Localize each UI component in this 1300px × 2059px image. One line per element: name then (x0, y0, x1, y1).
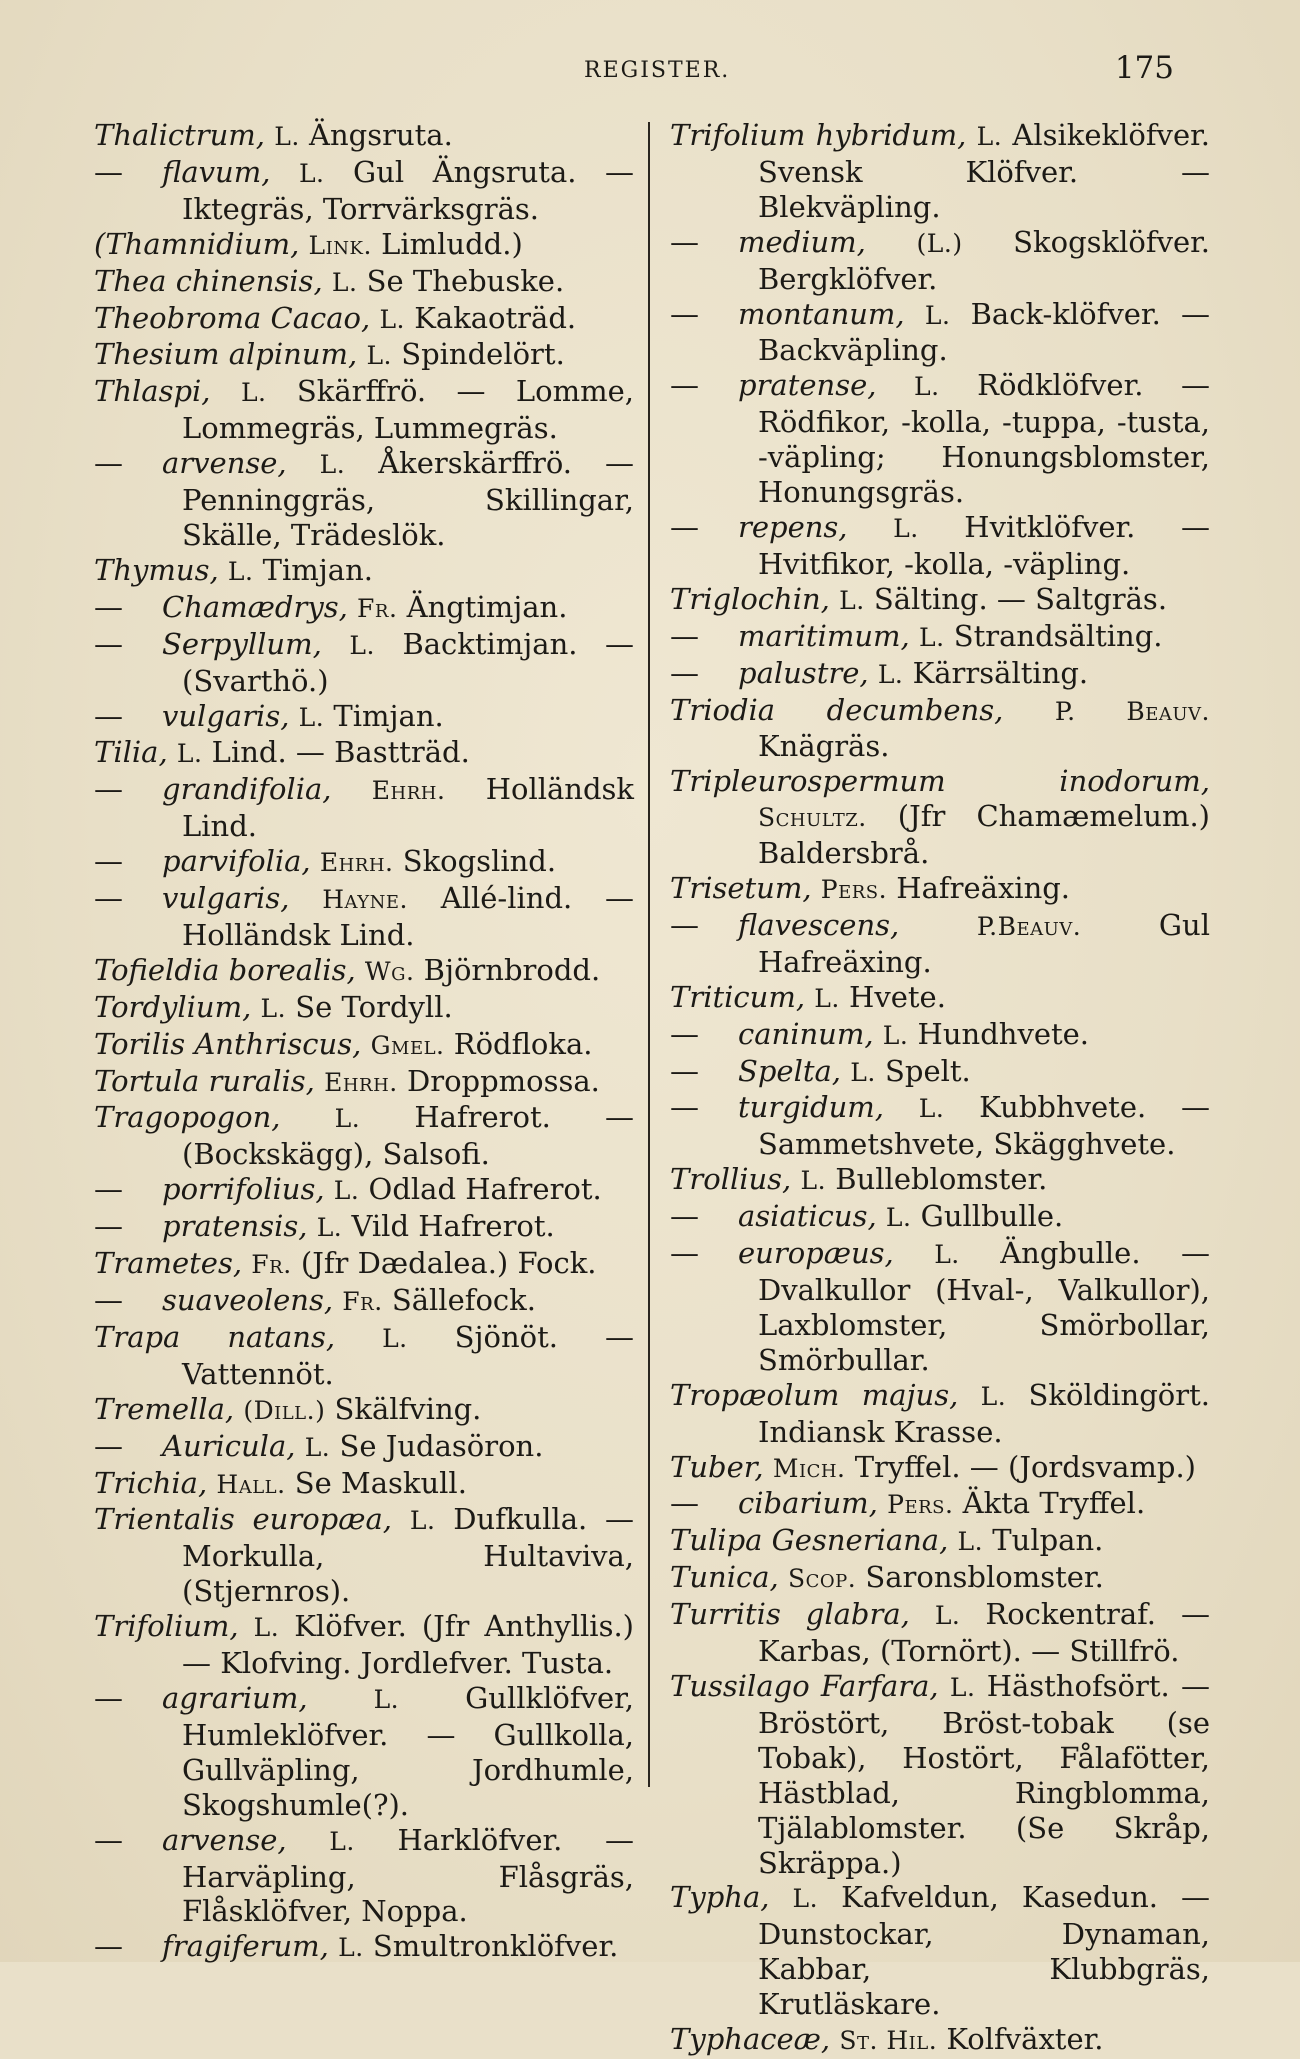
entry-name: Trapa natans, (94, 1319, 336, 1354)
entry-name: palustre, (738, 655, 869, 690)
register-entry (94, 1100, 634, 1172)
entry-author: L. (957, 1527, 984, 1557)
register-entry (670, 1199, 1210, 1236)
entry-author: L. (298, 158, 325, 188)
entry-name: Auricula, (162, 1428, 296, 1463)
register-entry (94, 553, 634, 590)
entry-name: Tuber, (670, 1449, 764, 1484)
entry-author: P.Beauv. (976, 911, 1082, 941)
entry-name: Trifolium hybridum, (670, 118, 967, 152)
entry-author: Hayne. (322, 885, 408, 915)
register-entry (94, 1429, 634, 1466)
entry-name: Triodia decumbens, (670, 692, 1004, 727)
register-entry (670, 1090, 1210, 1162)
register-entry (94, 337, 634, 374)
entry-author: L. (316, 1213, 343, 1243)
entry-text: Gullklöfver, Humleklöfver. — Gullkolla, Gullväpling, Jordhumle, Skogshumle(?). (182, 1680, 635, 1822)
entry-text: Kolfväxter. (937, 2022, 1104, 2057)
entry-name: Tropæolum majus, (670, 1377, 959, 1412)
entry-author: L. (331, 267, 358, 297)
entry-author: Link. (308, 230, 372, 260)
right-column (670, 118, 1210, 2059)
entry-name: arvense, (162, 446, 287, 481)
register-entry (94, 264, 634, 301)
entry-text: Droppmossa. (397, 1063, 600, 1098)
entry-dash: — (94, 1172, 123, 1207)
register-entry (670, 510, 1210, 582)
register-entry (670, 582, 1210, 619)
entry-dash: — (670, 1053, 699, 1088)
entry-text: Gul Hafreäxing. (758, 907, 1211, 979)
entry-dash: — (94, 698, 123, 733)
entry-name: suaveolens, (162, 1283, 334, 1317)
register-entry (94, 155, 634, 227)
register-entry (94, 953, 634, 990)
entry-text: Allé-lind. — Holländsk Lind. (182, 881, 634, 952)
entry-text: Knägräs. (758, 729, 890, 764)
entry-text: Backtimjan. — (Svarthö.) (182, 626, 634, 698)
entry-name: Tofieldia borealis, (94, 952, 356, 987)
entry-author: Fr. (251, 1250, 292, 1280)
entry-text: Hafreäxing. (887, 871, 1071, 906)
register-entry (670, 297, 1210, 369)
entry-author: L. (850, 1057, 876, 1087)
entry-dash: — (94, 1209, 123, 1244)
entry-name: repens, (738, 509, 848, 544)
entry-author: L. (918, 1094, 945, 1124)
entry-name: caninum, (738, 1016, 874, 1051)
register-entry (94, 881, 634, 953)
entry-name: Trametes, (94, 1246, 243, 1281)
entry-text: Se Tordyll. (286, 989, 453, 1024)
entry-text: Dufkulla. — Morkulla, Hultaviva, (Stjernros). (182, 1502, 635, 1609)
entry-text: Smultronklöfver. (363, 1929, 619, 1964)
entry-text: Odlad Hafrerot. (359, 1172, 602, 1207)
entry-name: Tunica, (670, 1560, 779, 1595)
register-entry (670, 1523, 1210, 1560)
entry-name: Typha, (670, 1880, 770, 1915)
entry-author: L. (877, 659, 904, 689)
entry-text: Rödfloka. (444, 1026, 593, 1061)
entry-dash: — (670, 509, 699, 544)
register-entry (94, 118, 634, 155)
entry-name: turgidum, (738, 1090, 884, 1125)
entry-text: Ängtimjan. (397, 589, 568, 624)
register-entry (670, 118, 1210, 225)
entry-name: Chamædrys, (162, 589, 348, 624)
entry-text: Ängsruta. (299, 118, 453, 152)
register-entry (94, 1027, 634, 1064)
entry-author: L. (334, 1104, 361, 1134)
left-column (94, 118, 634, 1966)
register-entry (94, 1502, 634, 1609)
entry-text: Se Thebuske. (357, 263, 565, 298)
register-entry (94, 1929, 634, 1966)
entry-name: europæus, (738, 1236, 894, 1271)
entry-name: Thlaspi, (94, 374, 211, 409)
entry-name: Thesium alpinum, (94, 337, 358, 372)
register-entry (94, 1246, 634, 1283)
register-entry (94, 1466, 634, 1503)
entry-text: Limludd.) (371, 226, 523, 261)
entry-text: Kubbhvete. — Sammetshvete, Skägghvete. (758, 1090, 1210, 1162)
register-entry (94, 627, 634, 699)
entry-author: L. (918, 622, 945, 652)
register-entry (94, 1823, 634, 1930)
entry-author: L. (934, 1601, 961, 1631)
register-entry (670, 1597, 1210, 1669)
register-entry (670, 1378, 1210, 1450)
register-entry (670, 1450, 1210, 1487)
entry-dash: — (94, 589, 123, 624)
entry-author: Pers. (820, 875, 888, 905)
entry-author: L. (274, 122, 300, 151)
entry-text: Kärrsälting. (903, 655, 1089, 690)
entry-dash: — (94, 626, 123, 661)
entry-name: Trisetum, (670, 871, 812, 906)
entry-name: Torilis Anthriscus, (94, 1026, 362, 1061)
entry-name: porrifolius, (162, 1172, 325, 1207)
entry-text: Tulpan. (983, 1523, 1104, 1558)
entry-text: Rockentraf. — Karbas, (Tornört). — Stillfrö. (758, 1597, 1210, 1669)
entry-text: Harklöfver. — Harväpling, Flåsgräs, Flåsklöfver, Noppa. (182, 1822, 634, 1929)
entry-dash: — (670, 655, 699, 690)
register-entry (670, 980, 1210, 1017)
entry-text: Alsikeklöfver. Svensk Klöfver. — Blekväpling. (758, 118, 1211, 224)
entry-dash: — (670, 1090, 699, 1125)
entry-text: Se Judasöron. (330, 1428, 544, 1463)
entry-text: (Jfr Chamæmelum.) Baldersbrå. (758, 799, 1210, 871)
entry-dash: — (670, 1486, 699, 1521)
entry-author: L. (976, 122, 1003, 151)
entry-text: Lind. — Bastträd. (202, 735, 470, 770)
entry-name: Thalictrum, (94, 118, 266, 152)
entry-author: L. (349, 630, 375, 660)
entry-author: L. (379, 304, 406, 334)
entry-dash: — (94, 446, 123, 481)
entry-name: maritimum, (738, 618, 910, 653)
entry-dash: — (94, 881, 123, 916)
entry-text: Björnbrodd. (414, 952, 601, 987)
entry-name: arvense, (162, 1822, 287, 1857)
entry-text: Gullbulle. (911, 1199, 1064, 1234)
register-entry (670, 1486, 1210, 1523)
entry-text: Skogslind. (393, 844, 557, 879)
entry-text: Hvete. (839, 979, 946, 1014)
entry-author: Ehrh. (371, 776, 446, 806)
register-entry (94, 1392, 634, 1429)
register-entry (670, 693, 1210, 765)
entry-author: Gmel. (370, 1030, 445, 1060)
entry-author: L. (882, 1020, 909, 1050)
entry-author: Ehrh. (324, 1067, 398, 1097)
entry-name: Trichia, (94, 1465, 208, 1500)
entry-author: Fr. (342, 1287, 383, 1316)
entry-author: L. (885, 1203, 912, 1233)
entry-name: Tripleurospermum inodorum, (670, 764, 1210, 799)
entry-text: Back-klöfver. — Backväpling. (758, 296, 1211, 368)
entry-name: pratensis, (162, 1209, 308, 1244)
entry-text: Tryffel. — (Jordsvamp.) (845, 1449, 1196, 1484)
running-header (0, 48, 1300, 88)
entry-name: Typhaceæ, (670, 2022, 831, 2057)
register-entry (94, 227, 634, 264)
entry-text: Vild Hafrerot. (342, 1209, 555, 1244)
entry-dash: — (94, 772, 123, 807)
entry-text: Skärffrö. — Lomme, Lommegräs, Lummegräs. (182, 374, 635, 446)
register-entry (670, 1669, 1210, 1880)
entry-text: Kakaoträd. (405, 300, 577, 335)
entry-text: Sköldingört. Indiansk Krasse. (758, 1377, 1210, 1449)
entry-text: Hvitklöfver. — Hvitfikor, -kolla, -väpling. (758, 509, 1210, 581)
entry-dash: — (670, 1236, 699, 1271)
entry-author: Wg. (364, 956, 415, 986)
entry-author: St. Hil. (839, 2026, 938, 2056)
entry-author: L. (914, 372, 940, 402)
entry-name: montanum, (738, 296, 905, 331)
entry-name: flavum, (162, 154, 271, 189)
entry-name: Tilia, (94, 735, 168, 770)
entry-text: Sälting. — Saltgräs. (864, 581, 1168, 616)
entry-dash: — (670, 296, 699, 331)
register-entry (94, 1681, 634, 1823)
entry-dash: — (670, 224, 699, 259)
entry-author: L. (949, 1672, 976, 1702)
register-entry (94, 374, 634, 446)
entry-text: Spindelört. (392, 337, 565, 372)
column-divider (648, 122, 650, 1787)
entry-name: Triglochin, (670, 581, 830, 616)
entry-name: Trollius, (670, 1162, 792, 1197)
entry-author: Pers. (887, 1490, 954, 1520)
entry-author: L. (924, 300, 951, 330)
entry-dash: — (94, 1822, 123, 1857)
entry-text: (Jfr Dædalea.) Fock. (291, 1246, 597, 1281)
entry-author: (L.) (916, 228, 963, 258)
entry-name: Tragopogon, (94, 1100, 281, 1135)
register-entry (94, 590, 634, 627)
entry-name: Tussilago Farfara, (670, 1668, 939, 1703)
register-entry (94, 1283, 634, 1320)
entry-author: L. (333, 1176, 360, 1206)
entry-author: Schultz. (758, 803, 867, 833)
entry-text: Ängbulle. — Dvalkullor (Hval-, Valkullor), Laxblomster, Smörbollar, Smörbullar. (758, 1236, 1210, 1377)
entry-text: Bulleblomster. (826, 1162, 1048, 1197)
entry-dash: — (670, 1016, 699, 1051)
register-entry (94, 301, 634, 338)
entry-text: Hundhvete. (908, 1016, 1090, 1051)
entry-author: L. (304, 1432, 331, 1462)
entry-author: Mich. (772, 1453, 846, 1483)
entry-dash: — (94, 844, 123, 879)
register-entry (670, 1162, 1210, 1199)
entry-author: L. (382, 1323, 408, 1353)
register-entry (670, 1560, 1210, 1597)
entry-text: Spelt. (875, 1053, 971, 1088)
entry-author: L. (409, 1506, 436, 1536)
entry-dash: — (94, 154, 123, 189)
entry-name: Trientalis europæa, (94, 1502, 393, 1537)
entry-name: grandifolia, (162, 772, 332, 807)
register-entry (670, 871, 1210, 908)
entry-name: Trifolium, (94, 1609, 239, 1644)
entry-text: Se Maskull. (285, 1465, 467, 1500)
entry-author: L. (298, 702, 325, 732)
register-entry (94, 1609, 634, 1681)
entry-name: pratense, (738, 368, 877, 403)
entry-name: Serpyllum, (162, 626, 322, 661)
register-entry (670, 619, 1210, 656)
register-entry (94, 446, 634, 553)
entry-author: L. (980, 1381, 1007, 1411)
entry-author: L. (934, 1240, 960, 1270)
entry-name: medium, (738, 224, 866, 259)
register-entry (94, 1172, 634, 1209)
entry-dash: — (670, 368, 699, 403)
register-entry (670, 656, 1210, 693)
entry-author: Fr. (357, 593, 398, 623)
entry-text: Timjan. (324, 698, 444, 733)
register-entry (94, 1064, 634, 1101)
entry-text: Skälfving. (325, 1391, 482, 1426)
entry-name: Tremella, (94, 1391, 235, 1426)
entry-name: Tulipa Gesneriana, (670, 1523, 949, 1558)
entry-author: L. (814, 983, 840, 1013)
register-entry (94, 699, 634, 736)
entry-author: L. (839, 585, 865, 615)
entry-text: Kafveldun, Kasedun. — Dunstockar, Dynaman, Kabbar, Klubbgräs, Krutläskare. (758, 1880, 1211, 2022)
entry-text: Klöfver. (Jfr Anthyllis.) — Klofving. Jordlefver. Tusta. (182, 1609, 634, 1681)
header-title: REGISTER. (584, 58, 731, 83)
entry-text: Strandsälting. (944, 618, 1163, 653)
register-entry (670, 368, 1210, 510)
register-entry (670, 764, 1210, 871)
entry-author: L. (253, 1613, 280, 1643)
entry-author: L. (176, 739, 203, 769)
entry-dash: — (94, 1428, 123, 1463)
entry-author: Ehrh. (319, 848, 394, 878)
entry-dash: — (94, 1929, 123, 1964)
entry-text: Hafrerot. — (Bockskägg), Salsofi. (182, 1100, 635, 1172)
entry-author: Scop. (787, 1564, 857, 1594)
entry-text: Holländsk Lind. (182, 772, 634, 844)
entry-name: Turritis glabra, (670, 1597, 910, 1632)
entry-name: Thea chinensis, (94, 263, 323, 298)
entry-name: Thymus, (94, 552, 219, 587)
entry-text: Åkerskärffrö. — Penninggräs, Skillingar, Skälle, Trädeslök. (182, 446, 635, 552)
entry-name: agrarium, (162, 1680, 308, 1715)
entry-name: Tordylium, (94, 989, 252, 1024)
entry-author: L. (240, 378, 267, 408)
entry-text: Timjan. (253, 552, 373, 587)
entry-author: L. (338, 1933, 364, 1963)
entry-name: asiaticus, (738, 1199, 877, 1234)
register-entry (670, 1017, 1210, 1054)
entry-name: flavescens, (738, 907, 900, 942)
entry-author: L. (792, 1884, 819, 1914)
entry-name: cibarium, (738, 1486, 878, 1521)
entry-dash: — (670, 618, 699, 653)
entry-text: Sjönöt. — Vattennöt. (182, 1319, 634, 1391)
register-entry (94, 1209, 634, 1246)
entry-dash: — (670, 907, 699, 942)
register-entry (670, 2022, 1210, 2059)
register-entry (94, 1320, 634, 1392)
entry-author: L. (373, 1684, 400, 1714)
entry-author: L. (260, 993, 287, 1023)
register-entry (670, 1880, 1210, 2022)
entry-author: Hall. (216, 1469, 286, 1499)
entry-name: Spelta, (738, 1053, 842, 1088)
entry-dash: — (670, 1199, 699, 1234)
entry-author: L. (366, 341, 392, 371)
entry-name: Theobroma Cacao, (94, 300, 371, 335)
entry-author: L. (893, 513, 919, 543)
entry-name: (Thamnidium, (94, 226, 300, 261)
register-entry (94, 990, 634, 1027)
register-entry (94, 735, 634, 772)
register-entry (94, 772, 634, 844)
register-entry (670, 225, 1210, 297)
entry-dash: — (94, 1283, 123, 1317)
entry-text: Hästhofsört. — Bröstört, Bröst-tobak (se Tobak), Hostört, Fålafötter, Hästblad, Ringblomma, Tjälablomster. (Se Skråp, Skräppa.) (758, 1668, 1211, 1880)
register-entry (94, 844, 634, 881)
entry-author: L. (227, 556, 254, 586)
entry-name: fragiferum, (162, 1929, 329, 1964)
entry-name: parvifolia, (162, 844, 311, 879)
entry-author: L. (319, 450, 346, 480)
entry-name: Tortula ruralis, (94, 1063, 315, 1098)
register-entry (670, 1054, 1210, 1091)
register-entry (670, 908, 1210, 980)
entry-dash: — (94, 1680, 123, 1715)
entry-author: (Dill.) (243, 1395, 326, 1425)
entry-author: P. Beauv. (1054, 696, 1211, 726)
entry-text: Saronsblomster. (856, 1560, 1104, 1595)
entry-name: Triticum, (670, 979, 806, 1014)
entry-text: Äkta Tryffel. (953, 1486, 1146, 1521)
entry-text: Rödklöfver. — Rödfikor, -kolla, -tuppa, -tusta, -väpling; Honungsblomster, Honungsgräs. (758, 368, 1211, 510)
entry-text: Gul Ängsruta. — Iktegräs, Torrvärksgräs. (182, 154, 634, 226)
page-number: 175 (1114, 50, 1174, 86)
entry-text: Skogsklöfver. Bergklöfver. (758, 224, 1211, 296)
entry-author: L. (329, 1826, 355, 1856)
entry-text: Sällefock. (382, 1283, 536, 1317)
entry-author: L. (800, 1166, 827, 1196)
entry-name: vulgaris, (162, 698, 290, 733)
entry-name: vulgaris, (162, 881, 290, 916)
register-entry (670, 1236, 1210, 1378)
